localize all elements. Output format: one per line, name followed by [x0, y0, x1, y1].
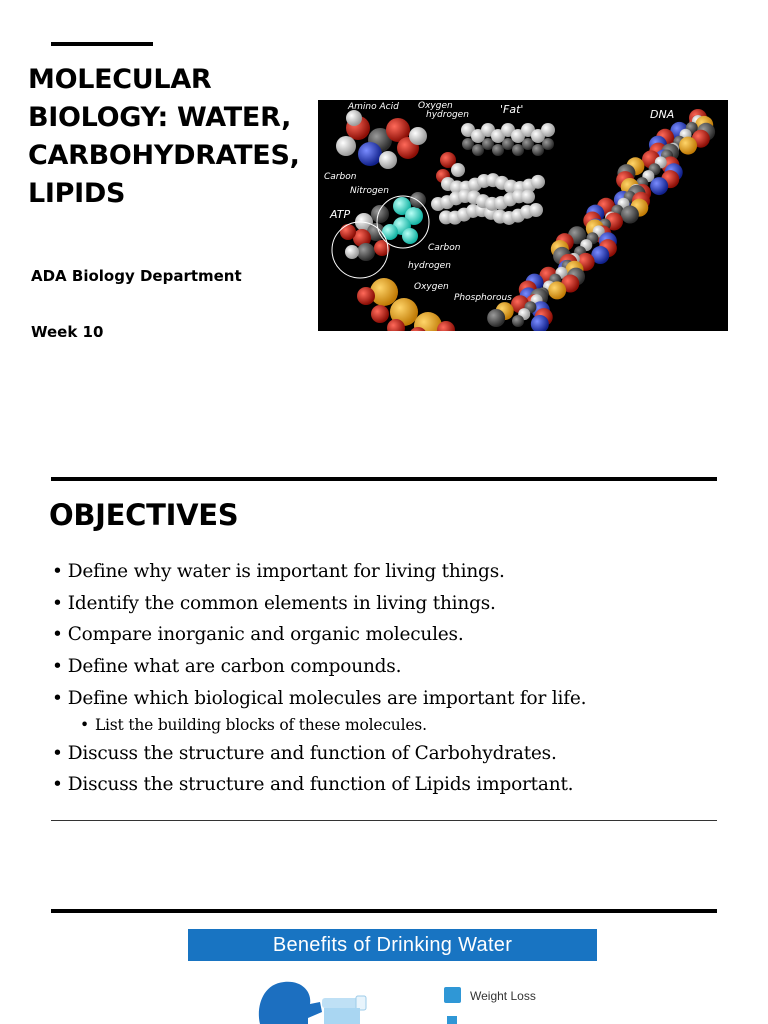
atom-sphere	[548, 281, 566, 299]
objective-item: • Discuss the structure and function of Lipids important.	[52, 769, 712, 801]
week-label: Week 10	[31, 323, 104, 341]
label-oxygen: Oxygen	[418, 101, 453, 111]
label-oxygen-2: Oxygen	[414, 282, 449, 292]
label-phosphorous: Phosphorous	[454, 293, 512, 303]
objective-item: • Define what are carbon compounds.	[52, 651, 712, 683]
atom-sphere	[532, 144, 544, 156]
label-fat: 'Fat'	[500, 103, 524, 116]
benefits-banner: Benefits of Drinking Water	[188, 929, 597, 961]
atom-sphere	[370, 278, 398, 306]
label-carbon: Carbon	[324, 172, 357, 182]
atom-sphere	[340, 224, 356, 240]
atom-sphere	[358, 142, 382, 166]
atom-sphere	[345, 245, 359, 259]
benefits-top-rule	[51, 909, 717, 913]
atom-sphere	[541, 123, 555, 137]
label-atp: ATP	[330, 208, 351, 221]
label-amino-acid: Amino Acid	[348, 102, 399, 112]
atom-sphere	[379, 151, 397, 169]
label-hydrogen-2: hydrogen	[408, 261, 451, 271]
objective-item: • Compare inorganic and organic molecules.	[52, 619, 712, 651]
atom-sphere	[650, 177, 668, 195]
atom-sphere	[357, 243, 375, 261]
atom-sphere	[512, 315, 524, 327]
atom-sphere	[487, 309, 505, 327]
slide-title	[28, 61, 318, 213]
objective-item: • Discuss the structure and function of Carbohydrates.	[52, 738, 712, 770]
title-line-2: BIOLOGY: WATER,	[28, 102, 292, 133]
atom-sphere	[529, 203, 543, 217]
benefit-icon-partial	[447, 1016, 457, 1024]
atom-sphere	[357, 287, 375, 305]
atom-sphere	[382, 224, 398, 240]
objectives-list	[52, 556, 712, 801]
atom-sphere	[621, 206, 639, 224]
atom-sphere	[531, 175, 545, 189]
objective-item: • Identify the common elements in living things.	[52, 588, 712, 620]
atom-sphere	[512, 144, 524, 156]
atom-sphere	[336, 136, 356, 156]
atom-sphere	[492, 144, 504, 156]
objectives-top-rule	[51, 477, 717, 481]
atom-sphere	[346, 110, 362, 126]
atom-sphere	[371, 205, 389, 223]
label-carbon-2: Carbon	[428, 243, 461, 253]
objective-item: • Define which biological molecules are important for life.	[52, 683, 712, 715]
atom-sphere	[371, 305, 389, 323]
weight-loss-icon	[444, 987, 461, 1003]
label-nitrogen: Nitrogen	[350, 186, 389, 196]
title-line-3: CARBOHYDRATES,	[28, 140, 300, 171]
atom-sphere	[402, 228, 418, 244]
atom-spheres	[336, 109, 715, 331]
objective-sub-item: • List the building blocks of these molecules.	[52, 715, 712, 735]
atom-sphere	[679, 137, 697, 155]
title-accent-rule	[51, 42, 153, 46]
department-label: ADA Biology Department	[31, 267, 242, 285]
label-dna: DNA	[650, 108, 675, 121]
atom-sphere	[409, 127, 427, 145]
molecules-illustration	[318, 100, 728, 331]
title-line-4: LIPIDS	[28, 178, 126, 209]
atom-sphere	[521, 190, 535, 204]
benefit-weight-loss: Weight Loss	[470, 989, 536, 1003]
title-line-1: MOLECULAR	[28, 64, 212, 95]
atom-sphere	[542, 138, 554, 150]
label-hydrogen: hydrogen	[426, 110, 469, 120]
objectives-bottom-rule	[51, 820, 717, 821]
objective-item: • Define why water is important for living things.	[52, 556, 712, 588]
objectives-heading: OBJECTIVES	[49, 498, 239, 532]
atom-sphere	[451, 163, 465, 177]
person-drinking-icon	[250, 978, 380, 1024]
atom-sphere	[472, 144, 484, 156]
